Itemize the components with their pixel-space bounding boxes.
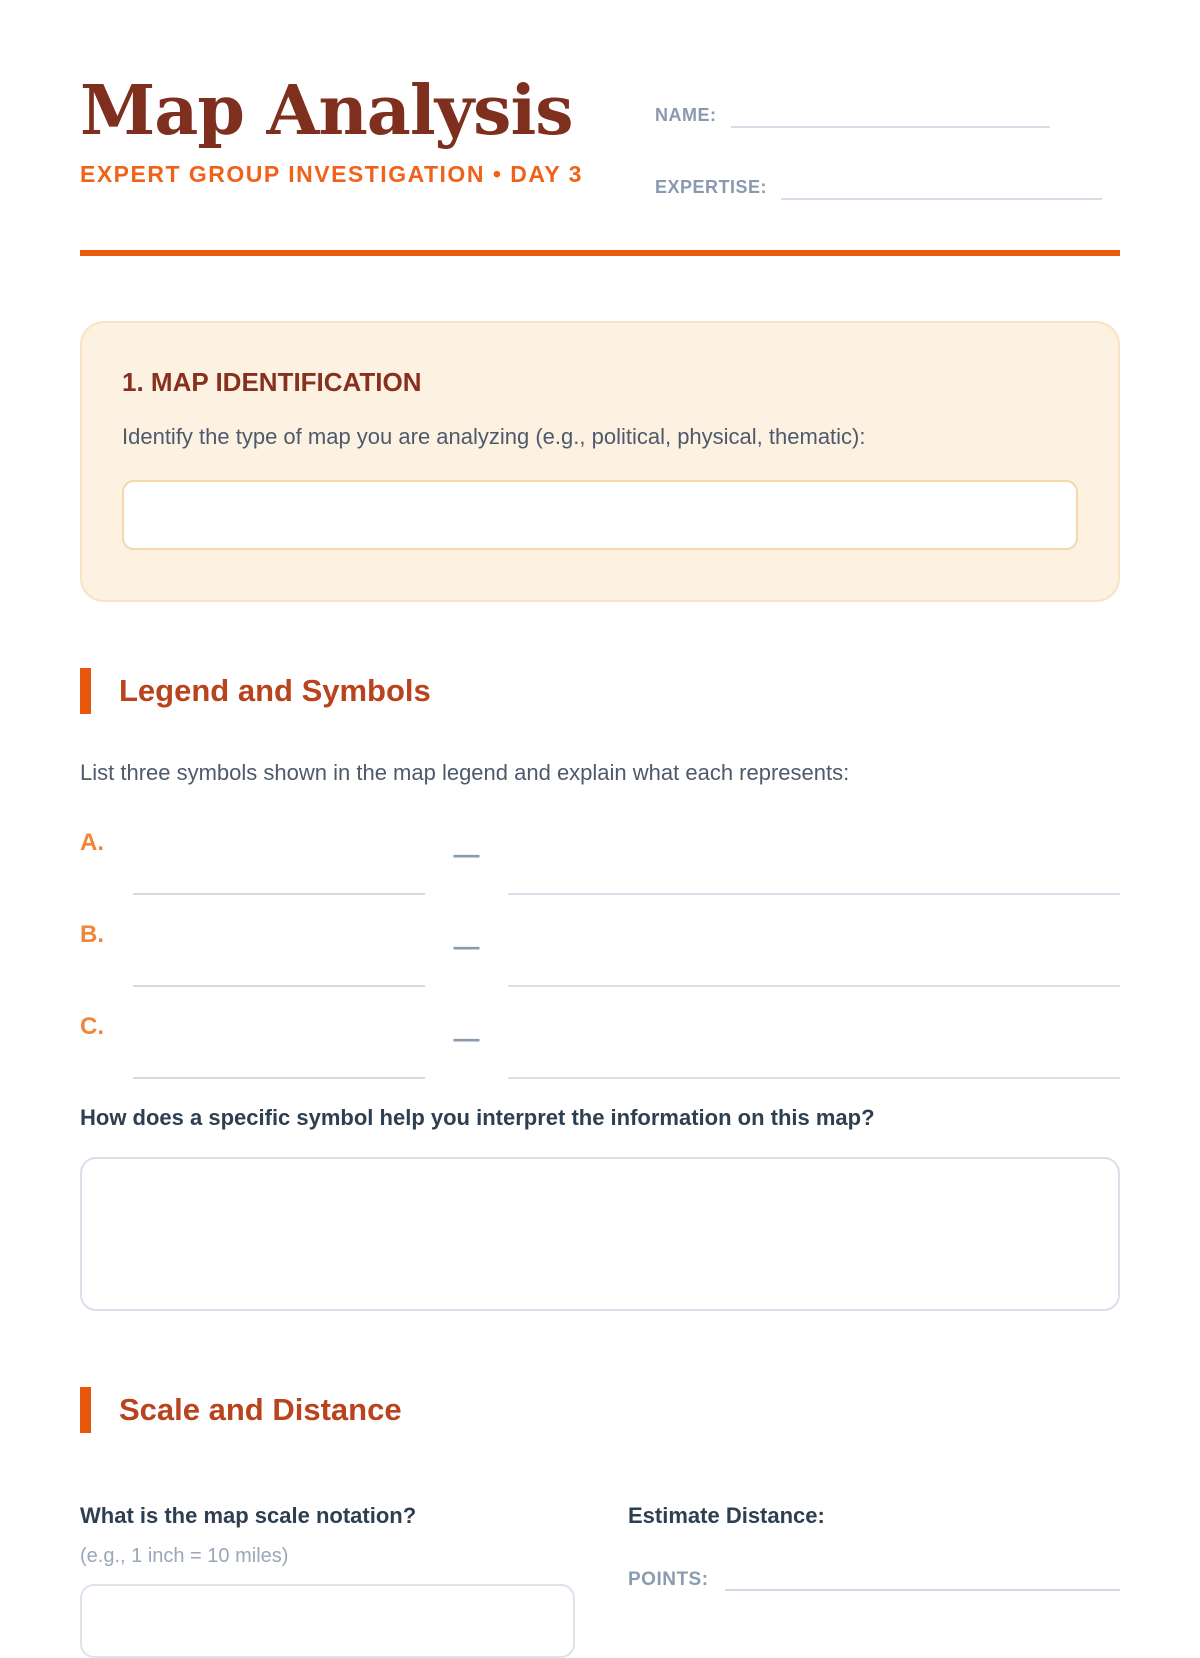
symbol-row-c-label: C. xyxy=(80,1013,104,1040)
scale-notation-column xyxy=(80,1503,575,1658)
page-subtitle: EXPERT GROUP INVESTIGATION • DAY 3 xyxy=(80,160,583,187)
scale-distance-heading: Scale and Distance xyxy=(119,1392,402,1427)
symbol-c-meaning-input[interactable] xyxy=(508,1013,1120,1079)
scale-notation-question: What is the map scale notation? xyxy=(80,1503,417,1528)
symbol-row-a-label: A. xyxy=(80,829,104,856)
symbol-interpretation-input[interactable] xyxy=(80,1157,1120,1311)
symbol-a-meaning-input[interactable] xyxy=(508,829,1120,895)
points-label: POINTS: xyxy=(628,1569,709,1590)
map-identification-prompt: Identify the type of map you are analyzing (e.g., political, physical, thematic): xyxy=(122,424,866,449)
symbol-row-b xyxy=(80,921,1120,987)
symbol-c-input[interactable] xyxy=(133,1013,425,1079)
symbol-row-a xyxy=(80,829,1120,895)
legend-symbols-heading-row xyxy=(80,668,1120,714)
page-title: Map Analysis xyxy=(80,71,573,151)
title-block xyxy=(80,71,583,200)
name-label: NAME: xyxy=(655,105,717,125)
section-accent-bar xyxy=(80,1387,91,1433)
estimate-distance-column xyxy=(628,1503,1120,1658)
scale-distance-heading-row xyxy=(80,1387,1120,1433)
symbol-row-b-label: B. xyxy=(80,921,104,948)
student-fields xyxy=(655,76,1120,200)
symbol-b-meaning-input[interactable] xyxy=(508,921,1120,987)
name-field-row xyxy=(655,100,1050,128)
map-type-input[interactable] xyxy=(122,480,1078,550)
points-input[interactable] xyxy=(725,1563,1120,1591)
expertise-label: EXPERTISE: xyxy=(655,177,768,197)
map-identification-card xyxy=(80,321,1120,602)
symbol-interpretation-question: How does a specific symbol help you interpret the information on this map? xyxy=(80,1105,875,1130)
symbol-b-input[interactable] xyxy=(133,921,425,987)
points-field-row xyxy=(628,1563,1120,1591)
dash-separator: — xyxy=(453,931,480,961)
map-identification-heading: 1. MAP IDENTIFICATION xyxy=(122,367,422,397)
name-input[interactable] xyxy=(731,100,1051,128)
header xyxy=(80,0,1120,200)
expertise-field-row xyxy=(655,172,1102,200)
scale-notation-hint: (e.g., 1 inch = 10 miles) xyxy=(80,1545,289,1567)
dash-separator: — xyxy=(453,1023,480,1053)
legend-symbols-heading: Legend and Symbols xyxy=(119,673,431,708)
dash-separator: — xyxy=(453,839,480,869)
scale-distance-grid xyxy=(80,1503,1120,1658)
expertise-input[interactable] xyxy=(781,172,1102,200)
symbol-a-input[interactable] xyxy=(133,829,425,895)
symbol-row-c xyxy=(80,1013,1120,1079)
estimate-distance-question: Estimate Distance: xyxy=(628,1503,825,1528)
header-divider xyxy=(80,250,1120,256)
legend-symbols-prompt: List three symbols shown in the map legend and explain what each represents: xyxy=(80,760,850,785)
symbol-list xyxy=(80,829,1120,1079)
section-accent-bar xyxy=(80,668,91,714)
scale-notation-input[interactable] xyxy=(80,1584,575,1658)
